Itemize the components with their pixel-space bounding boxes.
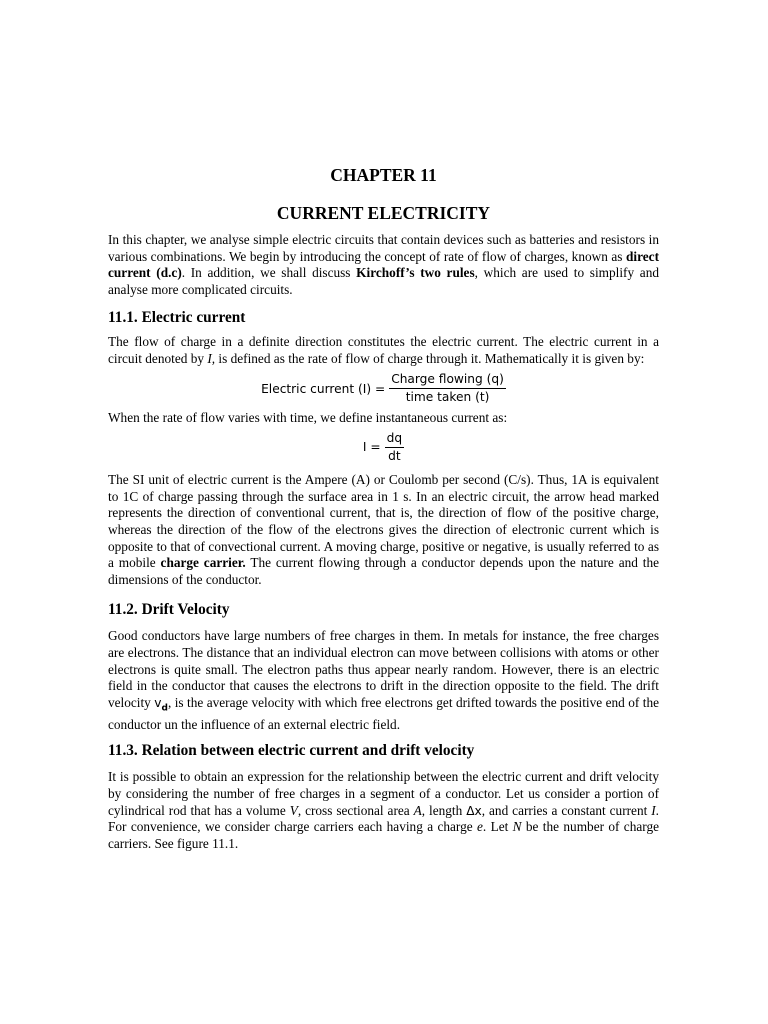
intro-bold-kirchoff: Kirchoff’s two rules [356, 265, 475, 281]
s3p1-text-e: . For convenience, we consider charge carriers each having a charge [108, 802, 659, 835]
s1p3-bold-charge-carrier: charge carrier. [160, 555, 246, 571]
section1-paragraph-2: When the rate of flow varies with time, we define instantaneous current as: [108, 409, 508, 425]
s1p3-text-a: The SI unit of electric current is the Ampere (A) or Coulomb per second (C/s). Thus, 1A is equivalent to 1C of charge passing through the surface area in 1 s. In an electric circuit, the arrow head marked represents the direction of conventional current, that is, the direction of flow of the positive charge, whereas the direction of the flow of the electrons gives the direction of electronic current which is opposite to that of convectional current. A moving charge, positive or negative, is usually referred to as a mobile [108, 472, 659, 571]
chapter-label: CHAPTER 11 [330, 165, 437, 185]
s2p1-text-b: , is the average velocity with which free electrons get drifted towards the positive end of the conductor un the influence of an external electric field. [108, 694, 660, 732]
document-page [108, 160, 659, 852]
eq1-lhs: Electric current (I) = [261, 381, 386, 396]
s1p1-text-a: The flow of charge in a definite direction constitutes the electric current. The electric current in a circuit denoted by [108, 334, 659, 366]
equation-current-definition [108, 370, 659, 408]
s3p1-delta-x: Δx [466, 803, 482, 818]
eq2-fraction [385, 431, 404, 464]
eq2-lhs: I = [362, 440, 381, 455]
s2p1-text-a: Good conductors have large numbers of free charges in them. In metals for instance, the free charges are electrons. The distance that an individual electron can move between collisions with atoms or other electrons is quite small. The electron paths thus appear nearly random. However, there is an electric field in the conductor that causes the electrons to drift in the direction opposite to the field. The drift velocity [108, 628, 659, 710]
s3p1-text-c: , length [421, 802, 467, 818]
s1p1-text-b: is defined as the rate of flow of charge through it. Mathematically it is given by: [215, 350, 645, 366]
s3p1-italic-i: I [651, 802, 656, 818]
intro-text-1: In this chapter, we analyse simple electric circuits that contain devices such as batteries and resistors in various combinations. We begin by introducing the concept of rate of flow of charges, known as [108, 232, 659, 264]
eq1-numerator: Charge flowing (q) [391, 372, 504, 387]
eq1-fraction [389, 372, 506, 405]
s1p1-italic-i: I, [207, 350, 216, 366]
s3p1-italic-n: N [512, 819, 522, 835]
s3p1-italic-a: A [413, 802, 422, 818]
section1-paragraph-3 [108, 472, 659, 588]
chapter-title: CURRENT ELECTRICITY [276, 203, 491, 223]
drift-velocity-symbol [154, 695, 168, 714]
s3p1-italic-e: e [477, 819, 483, 835]
s3p1-text-b: , cross sectional area [297, 802, 414, 818]
s3p1-text-d: , and carries a constant current [481, 802, 652, 818]
intro-paragraph [108, 232, 659, 298]
s1p3-text-c: The current flowing through a conductor depends upon the nature and the dimensions of the conductor. [108, 555, 659, 587]
section1-paragraph-1 [108, 334, 659, 367]
eq2-denominator: dt [388, 448, 401, 463]
intro-text-3: , which are used to simplify and analyse more complicated circuits. [108, 265, 659, 297]
drift-velocity-v: v [154, 695, 162, 710]
s3p1-italic-v: V [289, 802, 298, 818]
intro-text-2: . In addition, we shall discuss [181, 265, 357, 281]
section-heading-1: 11.1. Electric current [108, 309, 246, 327]
intro-bold-dc: direct current (d.c) [108, 248, 659, 281]
section3-paragraph-1 [108, 769, 659, 852]
section-heading-3: 11.3. Relation between electric current and drift velocity [108, 742, 475, 760]
drift-velocity-subscript: d [161, 703, 168, 714]
eq2-numerator: dq [386, 430, 403, 445]
s3p1-text-a: It is possible to obtain an expression for the relationship between the electric current and drift velocity by considering the number of free charges in a segment of a conductor. Let us consider a portion of cylindrical rod that has a volume [108, 769, 659, 818]
section-heading-2: 11.2. Drift Velocity [108, 601, 230, 619]
s3p1-text-g: be the number of charge carriers. See figure 11.1. [108, 819, 659, 851]
equation-instantaneous-current [108, 428, 659, 466]
eq1-denominator: time taken (t) [405, 390, 490, 405]
s3p1-text-f: . Let [482, 819, 513, 835]
section2-paragraph-1 [108, 628, 659, 733]
